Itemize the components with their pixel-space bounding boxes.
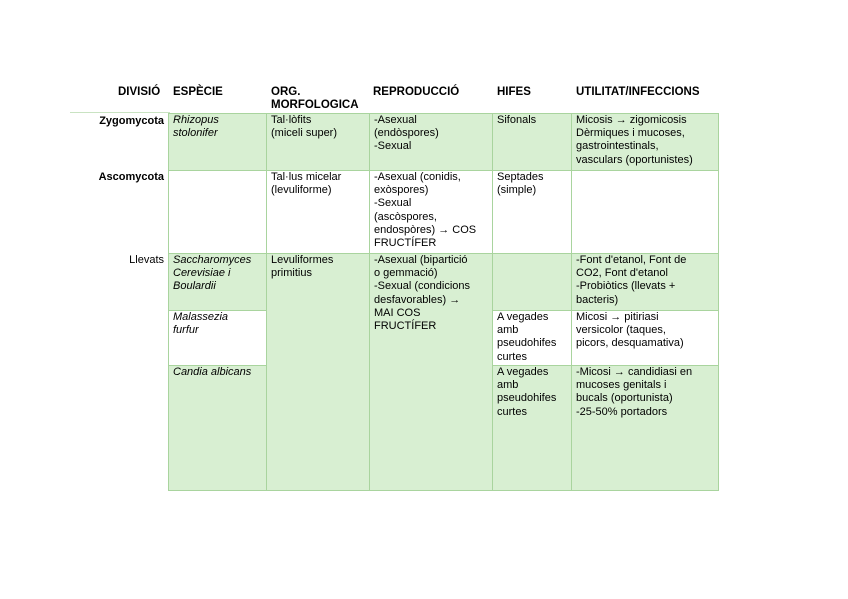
candida-utilitat: -Micosi → candidiasi en mucoses genitals i bucals (oportunista) -25-50% portadors (571, 365, 718, 490)
grid-line (168, 310, 266, 311)
ascomycota-hifes: Septades (simple) (492, 170, 571, 253)
division-llevats: Llevats (129, 254, 164, 266)
grid-line (492, 310, 719, 311)
saccharomyces-hifes (492, 253, 571, 310)
malassezia-especie: Malassezia furfur (168, 310, 266, 365)
grid-line (168, 170, 719, 171)
zygomycota-hifes: Sifonals (492, 113, 571, 170)
saccharomyces-especie: Saccharomyces Cerevisiae i Boulardii (168, 253, 266, 310)
llevats-reproduccio: -Asexual (bipartició o gemmació) -Sexual (condicions desfavorables) → MAI COS FRUCTÍFER (369, 253, 492, 490)
division-ascomycota: Ascomycota (98, 171, 164, 183)
grid-line (492, 365, 719, 366)
division-zygomycota: Zygomycota (99, 115, 164, 127)
grid-line (168, 253, 719, 254)
zygomycota-utilitat: Micosis → zigomicosis Dèrmiques i mucoses, gastrointestinals, vasculars (oportunistes) (571, 113, 718, 170)
header-reproduccio: REPRODUCCIÓ (373, 86, 460, 98)
header-utilitat: UTILITAT/INFECCIONS (576, 86, 700, 98)
malassezia-utilitat: Micosi → pitiriasi versicolor (taques, picors, desquamativa) (571, 310, 718, 365)
grid-line (168, 113, 719, 114)
header-hifes: HIFES (497, 86, 531, 98)
llevats-org: Levuliformes primitius (266, 253, 369, 490)
header-org-morfologica: ORG. MORFOLOGICA (271, 86, 359, 111)
ascomycota-utilitat (571, 170, 718, 253)
candida-hifes: A vegades amb pseudohifes curtes (492, 365, 571, 490)
zygomycota-especie: Rhizopus stolonifer (168, 113, 266, 170)
saccharomyces-utilitat: -Font d'etanol, Font de CO2, Font d'etanol -Probiòtics (llevats + bacteris) (571, 253, 718, 310)
zygomycota-org: Tal·lòfits (miceli super) (266, 113, 369, 170)
candida-especie: Candia albicans (168, 365, 266, 490)
ascomycota-reproduccio: -Asexual (conidis, exòspores) -Sexual (ascòspores, endospòres) → COS FRUCTÍFER (369, 170, 492, 253)
header-divisio: DIVISIÓ (118, 86, 161, 98)
ascomycota-especie (168, 170, 266, 253)
grid-line (168, 490, 719, 491)
grid-line (168, 365, 266, 366)
zygomycota-reproduccio: -Asexual (endòspores) -Sexual (369, 113, 492, 170)
malassezia-hifes: A vegades amb pseudohifes curtes (492, 310, 571, 365)
header-divider (70, 112, 170, 113)
header-especie: ESPÈCIE (173, 86, 223, 98)
ascomycota-org: Tal·lus micelar (levuliforme) (266, 170, 369, 253)
